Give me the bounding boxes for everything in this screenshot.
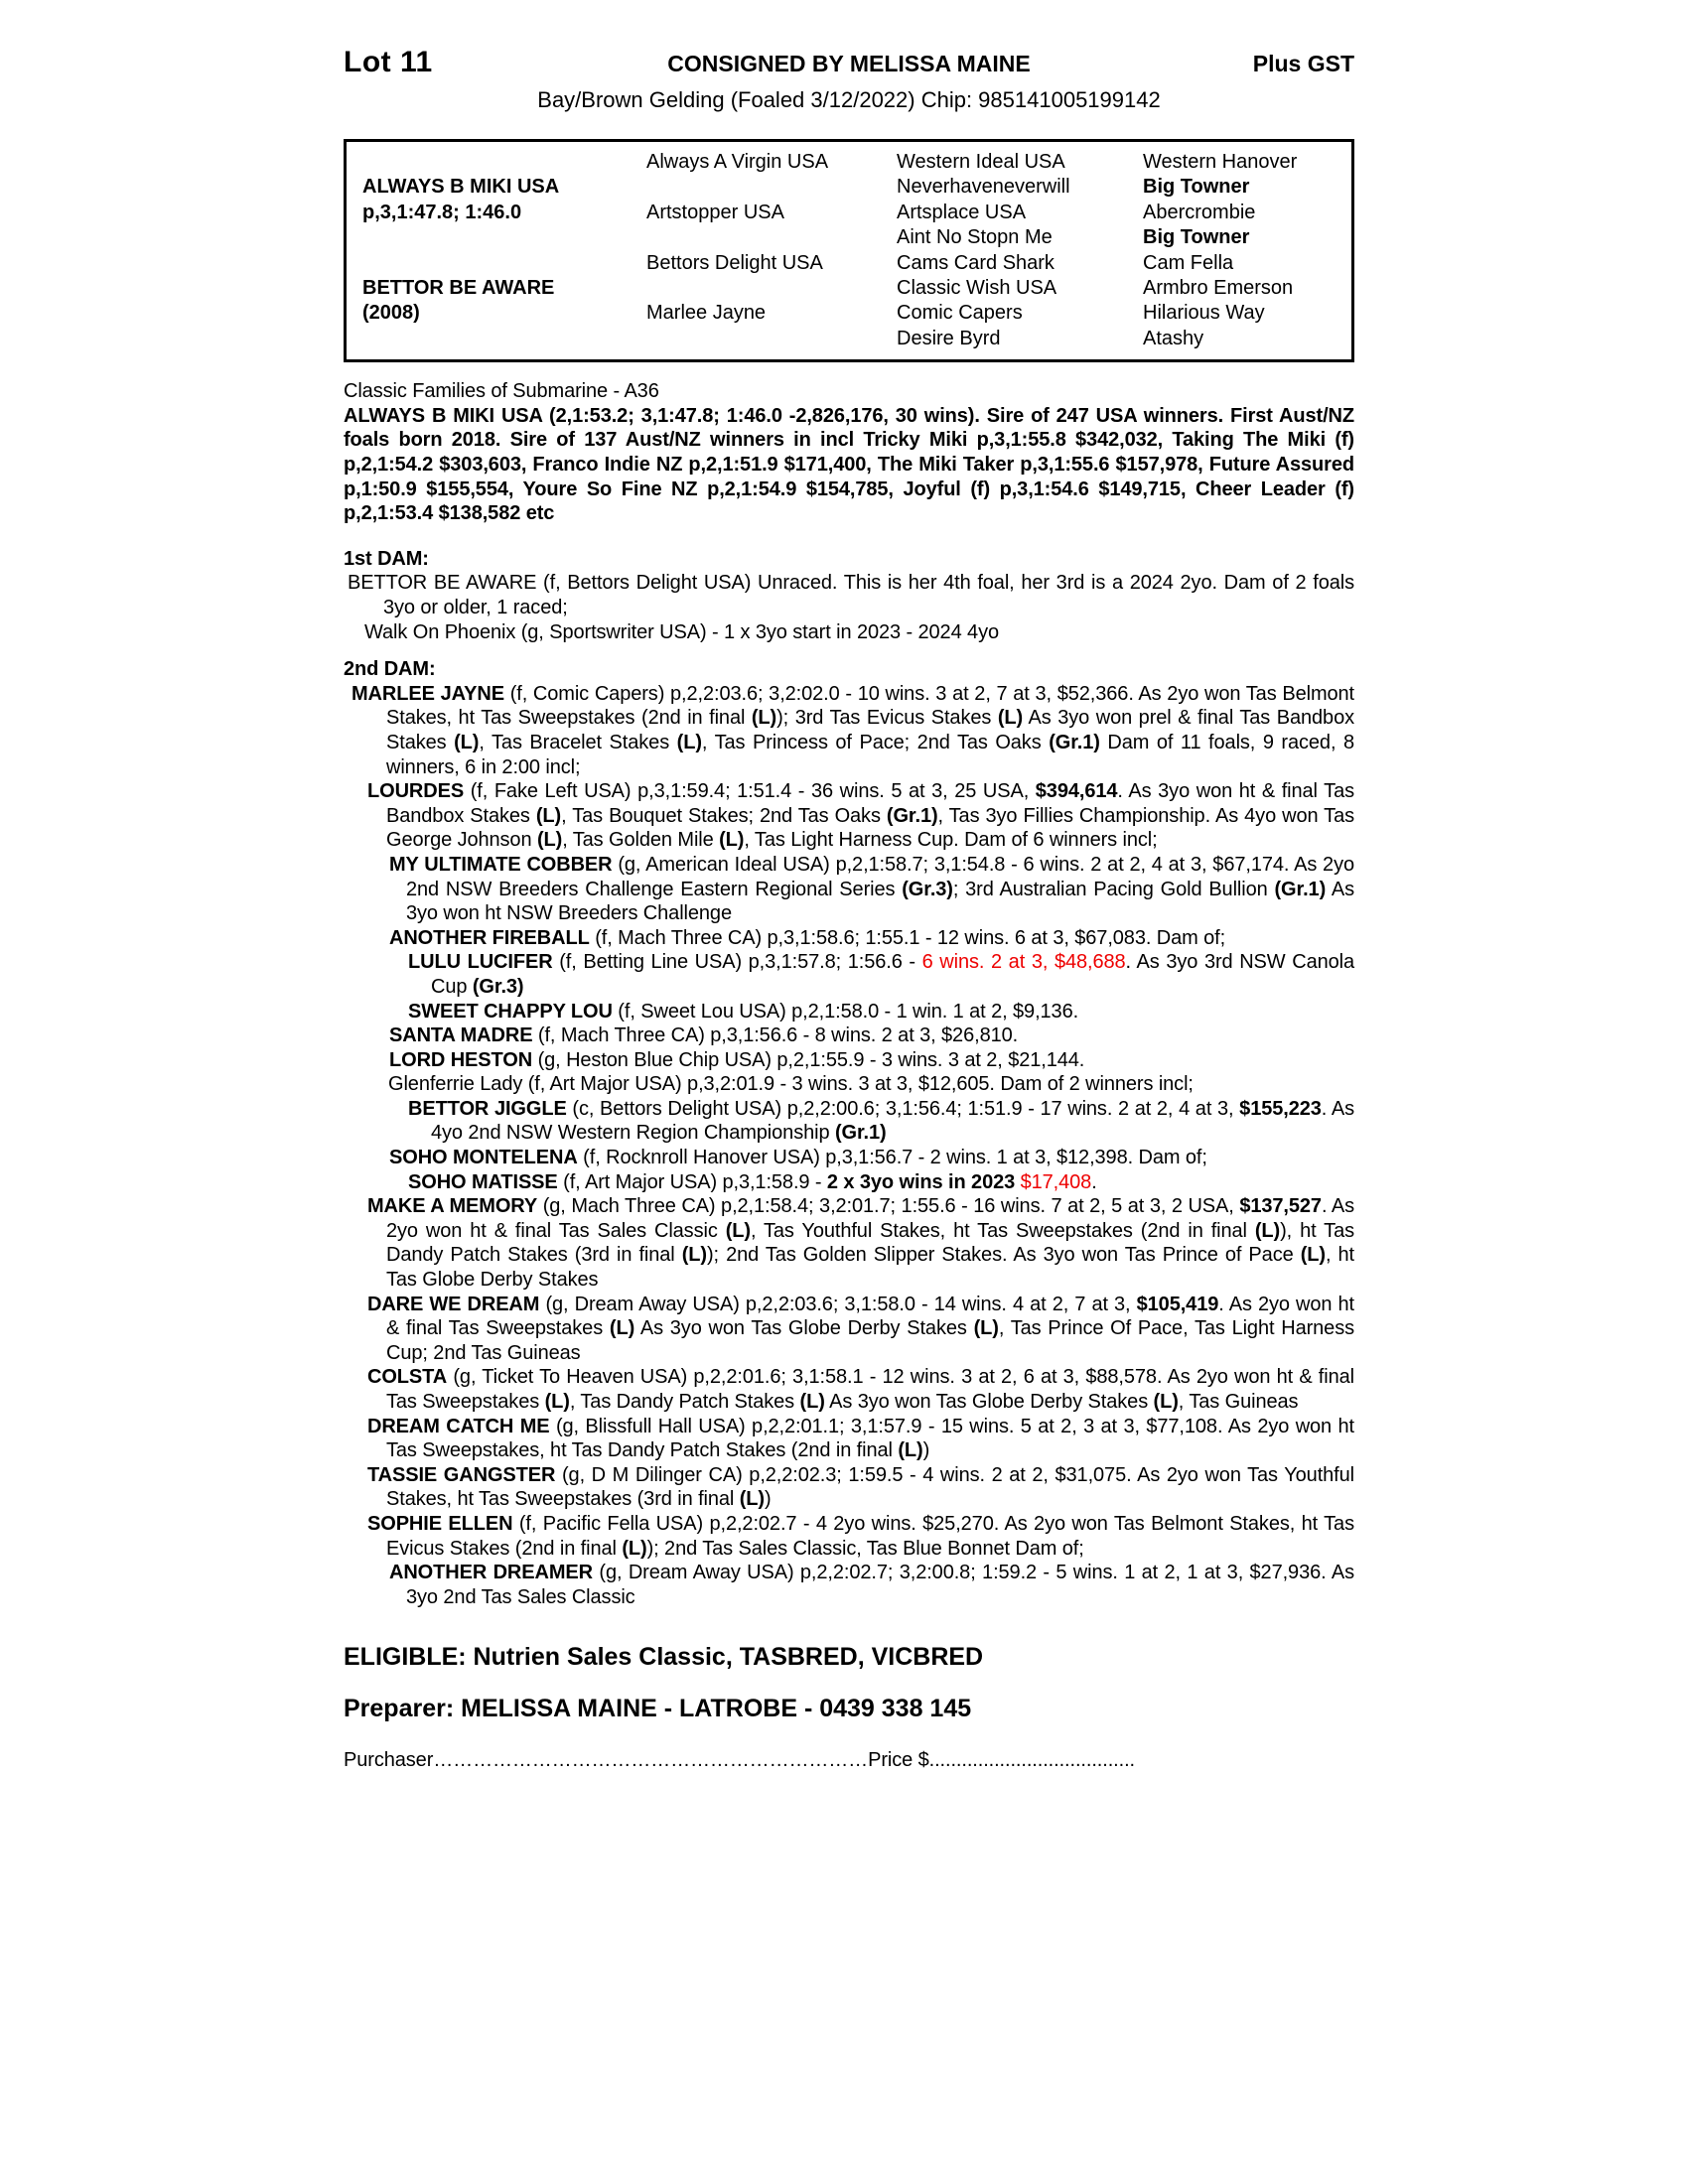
bold-text: (L) xyxy=(454,731,480,753)
pedigree-cell: BETTOR BE AWARE xyxy=(362,277,555,300)
gst-note: Plus GST xyxy=(1252,51,1354,76)
text-run: , Tas Prince Of Pace, Tas Light Harness Cup; 2nd Tas Guineas xyxy=(386,1317,1354,1364)
bold-text: $137,527 xyxy=(1239,1195,1322,1218)
text-run: (g, D M Dilinger CA) p,2,2:02.3; 1:59.5 - 4 wins. 2 at 2, $31,075. As 2yo won Tas Youthful Stakes, ht Tas Sweepstakes (3rd in final xyxy=(386,1463,1354,1511)
text-run: . As 2yo won ht & final Tas Sweepstakes xyxy=(386,1293,1354,1340)
eligibility-line: ELIGIBLE: Nutrien Sales Classic, TASBRED, VICBRED xyxy=(344,1643,984,1672)
pedigree-cell: Big Towner xyxy=(1143,176,1250,199)
pedigree-cell: Marlee Jayne xyxy=(646,302,767,325)
horse-entry xyxy=(344,1170,1354,1195)
pedigree-cell: Armbro Emerson xyxy=(1143,277,1294,300)
pedigree-cell xyxy=(646,225,897,250)
pedigree-row xyxy=(362,175,1351,200)
text-run: (f, Pacific Fella USA) p,2,2:02.7 - 4 2yo wins. $25,270. As 2yo won Tas Belmont Stakes, ht Tas Evicus Stakes (2nd in final xyxy=(386,1512,1354,1560)
text-run: As 3yo won prel & final Tas Bandbox Stakes xyxy=(386,707,1355,753)
text-run: BETTOR BE AWARE (f, Bettors Delight USA) Unraced. This is her 4th foal, her 3rd is a 2024 2yo. Dam of 2 foals 3yo or older, 1 raced; xyxy=(348,572,1354,618)
text-run: As 3yo won Tas Globe Derby Stakes xyxy=(824,1391,1154,1413)
purchaser-label: Purchaser xyxy=(344,1749,434,1772)
pedigree-cell: Neverhaveneverwill xyxy=(897,176,1070,199)
horse-entry xyxy=(344,1194,1354,1292)
text-run: ) xyxy=(922,1439,930,1462)
text-run: Glenferrie Lady (f, Art Major USA) p,3,2:01.9 - 3 wins. 3 at 3, $12,605. Dam of 2 winners incl; xyxy=(388,1073,1194,1096)
horse-entry xyxy=(344,1561,1354,1609)
bold-text: (L) xyxy=(622,1537,647,1560)
text-run: , Tas Youthful Stakes, ht Tas Sweepstakes (2nd in final xyxy=(750,1219,1255,1242)
bold-text: TASSIE GANGSTER xyxy=(367,1463,556,1486)
bold-text: SOHO MONTELENA xyxy=(389,1147,578,1169)
pedigree-cell xyxy=(362,251,646,276)
bold-text: 2 x 3yo wins in 2023 xyxy=(826,1170,1016,1193)
pedigree-cell: Comic Capers xyxy=(897,302,1023,325)
bold-text: SWEET CHAPPY LOU xyxy=(408,1000,613,1023)
second-dam-heading: 2nd DAM: xyxy=(344,658,436,681)
text-run: (f, Comic Capers) p,2,2:03.6; 3,2:02.0 - 10 wins. 3 at 2, 7 at 3, $52,366. As 2yo won Tas Belmont Stakes, ht Tas Sweepstakes (2nd in final xyxy=(386,682,1355,730)
text-run: . xyxy=(1091,1170,1097,1193)
bold-text: (L) xyxy=(681,1244,707,1267)
pedigree-cell xyxy=(362,225,646,250)
sire-summary xyxy=(344,404,1354,526)
text-run: , Tas 3yo Fillies Championship. As 4yo won Tas George Johnson xyxy=(386,804,1354,852)
pedigree-row xyxy=(362,201,1351,225)
bold-text: (L) xyxy=(997,707,1024,730)
bold-text: SOPHIE ELLEN xyxy=(367,1512,513,1535)
pedigree-cell: Abercrombie xyxy=(1143,201,1256,223)
bold-text: (L) xyxy=(676,731,702,753)
horse-entry xyxy=(344,779,1354,853)
pedigree-cell: Atashy xyxy=(1143,327,1204,349)
pedigree-row xyxy=(362,150,1351,175)
horse-entry xyxy=(344,1072,1354,1097)
bold-text: (Gr.1) xyxy=(886,804,938,827)
horse-entry xyxy=(344,1512,1354,1561)
bold-text: (L) xyxy=(898,1439,923,1462)
bold-text: (L) xyxy=(544,1391,570,1413)
horse-entry xyxy=(344,1463,1354,1512)
text-run: Walk On Phoenix (g, Sportswriter USA) - 1 x 3yo start in 2023 - 2024 4yo xyxy=(364,620,1000,643)
text-run: As 3yo won Tas Globe Derby Stakes xyxy=(634,1317,974,1340)
pedigree-cell: Aint No Stopn Me xyxy=(897,226,1053,249)
text-run: (g, Blissfull Hall USA) p,2,2:01.1; 3,1:57.9 - 15 wins. 5 at 2, 3 at 3, $77,108. As 2yo won ht Tas Sweepstakes, ht Tas Dandy Patch Stakes (2nd in final xyxy=(386,1415,1354,1462)
preparer-line: Preparer: MELISSA MAINE - LATROBE - 0439 338 145 xyxy=(344,1695,972,1723)
bold-text: BETTOR JIGGLE xyxy=(408,1097,567,1120)
horse-description: Bay/Brown Gelding (Foaled 3/12/2022) Chip: 985141005199142 xyxy=(537,87,1161,112)
pedigree-row xyxy=(362,276,1351,301)
price-dotted-leader: ...................................... xyxy=(928,1749,1135,1772)
pedigree-cell: Desire Byrd xyxy=(897,327,1001,349)
bold-text: (L) xyxy=(799,1391,825,1413)
pedigree-cell: Artsplace USA xyxy=(897,201,1027,223)
page-content xyxy=(344,46,1354,1772)
pedigree-cell xyxy=(646,175,897,200)
second-dam-entries xyxy=(344,682,1354,1610)
horse-entry xyxy=(344,571,1354,619)
first-dam-entries xyxy=(344,571,1354,644)
bold-text: (Gr.3) xyxy=(902,878,953,900)
text-run: (f, Sweet Lou USA) p,2,1:58.0 - 1 win. 1 at 2, $9,136. xyxy=(612,1000,1079,1023)
bold-text: ANOTHER DREAMER xyxy=(389,1562,593,1584)
bold-text: (Gr.3) xyxy=(472,975,524,998)
text-run: (g, Mach Three CA) p,2,1:58.4; 3,2:01.7; 1:55.6 - 16 wins. 7 at 2, 5 at 3, 2 USA, xyxy=(537,1195,1240,1218)
bold-text: DREAM CATCH ME xyxy=(367,1415,550,1437)
horse-entry xyxy=(344,1097,1354,1146)
pedigree-row xyxy=(362,301,1351,326)
bold-text: (L) xyxy=(973,1317,999,1340)
pedigree-cell xyxy=(646,276,897,301)
pedigree-cell: Artstopper USA xyxy=(646,201,784,223)
text-run: As 3yo won ht NSW Breeders Challenge xyxy=(406,878,1355,925)
text-run: (g, Ticket To Heaven USA) p,2,2:01.6; 3,1:58.1 - 12 wins. 3 at 2, 6 at 3, $88,578. As 2yo won ht & final Tas Sweepstakes xyxy=(386,1366,1354,1413)
bold-text: LOURDES xyxy=(367,780,465,803)
bold-text: LORD HESTON xyxy=(389,1048,533,1071)
text-run: ) xyxy=(764,1488,772,1511)
pedigree-row xyxy=(362,225,1351,250)
bold-text: LULU LUCIFER xyxy=(408,951,553,974)
bold-text: MAKE A MEMORY xyxy=(367,1195,538,1218)
text-run: , Tas Bouquet Stakes; 2nd Tas Oaks xyxy=(561,804,887,827)
text-run: . As 2yo won ht & final Tas Sales Classic xyxy=(386,1195,1354,1242)
pedigree-cell: (2008) xyxy=(362,302,420,325)
horse-entry xyxy=(344,682,1354,779)
text-run: . As 3yo 3rd NSW Canola Cup xyxy=(431,951,1355,998)
text-run: , Tas Bracelet Stakes xyxy=(479,731,677,753)
horse-entry xyxy=(344,1024,1354,1048)
bold-text: DARE WE DREAM xyxy=(367,1293,540,1315)
pedigree-cell: ALWAYS B MIKI USA xyxy=(362,176,560,199)
text-run: (f, Art Major USA) p,3,1:58.9 - xyxy=(557,1170,827,1193)
bold-text: MY ULTIMATE COBBER xyxy=(389,853,613,876)
text-run: , Tas Golden Mile xyxy=(562,829,720,852)
bold-text: (L) xyxy=(751,707,777,730)
bold-text: (L) xyxy=(719,829,745,852)
horse-entry xyxy=(344,1415,1354,1463)
pedigree-cell: Always A Virgin USA xyxy=(646,151,829,173)
bold-text: $105,419 xyxy=(1136,1293,1219,1315)
text-run: ); 2nd Tas Golden Slipper Stakes. As 3yo won Tas Prince of Pace xyxy=(707,1244,1301,1267)
bold-text: MARLEE JAYNE xyxy=(352,682,504,705)
text-run: , ht Tas Globe Derby Stakes xyxy=(386,1244,1354,1292)
purchaser-line xyxy=(344,1749,1354,1772)
text-run: (g, Dream Away USA) p,2,2:03.6; 3,1:58.0 - 14 wins. 4 at 2, 7 at 3, xyxy=(539,1293,1137,1315)
pedigree-cell: Cam Fella xyxy=(1143,251,1234,274)
bold-text: (L) xyxy=(1254,1219,1281,1242)
consigned-title xyxy=(542,51,1156,77)
bold-text: (Gr.1) xyxy=(834,1122,887,1145)
text-run: ); 2nd Tas Sales Classic, Tas Blue Bonnet Dam of; xyxy=(646,1537,1084,1560)
bold-text: (L) xyxy=(609,1317,635,1340)
text-run: (f, Mach Three CA) p,3,1:58.6; 1:55.1 - 12 wins. 6 at 3, $67,083. Dam of; xyxy=(589,926,1226,949)
bold-text: (L) xyxy=(725,1219,751,1242)
text-run: . As 3yo won ht & final Tas Bandbox Stakes xyxy=(386,780,1354,827)
horse-entry xyxy=(344,950,1354,999)
text-run: ; 3rd Australian Pacing Gold Bullion xyxy=(952,878,1275,900)
text-run: (g, Heston Blue Chip USA) p,2,1:55.9 - 3 wins. 3 at 2, $21,144. xyxy=(532,1048,1085,1071)
text-run: Dam of 11 foals, 9 raced, 8 winners, 6 in 2:00 incl; xyxy=(386,731,1354,778)
bold-text: SANTA MADRE xyxy=(389,1024,533,1047)
text-run: , Tas Princess of Pace; 2nd Tas Oaks xyxy=(701,731,1050,753)
text-run: (c, Bettors Delight USA) p,2,2:00.6; 3,1:56.4; 1:51.9 - 17 wins. 2 at 2, 4 at 3, xyxy=(566,1097,1240,1120)
text-run: , Tas Dandy Patch Stakes xyxy=(569,1391,800,1413)
purchaser-dotted-leader: ………………………………………………………… xyxy=(433,1749,869,1772)
text-run: (g, Dream Away USA) p,2,2:02.7; 3,2:00.8; 1:59.2 - 5 wins. 1 at 2, 1 at 3, $27,936. As 3yo 2nd Tas Sales Classic xyxy=(406,1562,1355,1608)
horse-entry xyxy=(344,1293,1354,1366)
text-run: (f, Betting Line USA) p,3,1:57.8; 1:56.6 - xyxy=(552,951,922,974)
text-run: ); 3rd Tas Evicus Stakes xyxy=(776,707,998,730)
horse-entry xyxy=(344,1146,1354,1170)
horse-entry xyxy=(344,1365,1354,1414)
highlighted-text: 6 wins. 2 at 3, $48,688 xyxy=(921,951,1126,974)
text-run: , Tas Light Harness Cup. Dam of 6 winners incl; xyxy=(744,829,1158,852)
text-run: , Tas Guineas xyxy=(1178,1391,1299,1413)
bold-text: $394,614 xyxy=(1035,780,1118,803)
pedigree-cell: Cams Card Shark xyxy=(897,251,1055,274)
pedigree-row xyxy=(362,251,1351,276)
pedigree-cell: Bettors Delight USA xyxy=(646,251,823,274)
horse-entry xyxy=(344,926,1354,951)
pedigree-cell xyxy=(362,327,646,351)
text-run: (g, American Ideal USA) p,2,1:58.7; 3,1:54.8 - 6 wins. 2 at 2, 4 at 3, $67,174. As 2yo 2nd NSW Breeders Challenge Eastern Regional Series xyxy=(406,853,1355,900)
text-run: (f, Mach Three CA) p,3,1:56.6 - 8 wins. 2 at 3, $26,810. xyxy=(532,1024,1019,1047)
pedigree-cell: p,3,1:47.8; 1:46.0 xyxy=(362,201,522,223)
horse-entry xyxy=(344,1000,1354,1024)
bold-text: (L) xyxy=(1153,1391,1179,1413)
bold-text: (L) xyxy=(535,804,562,827)
pedigree-cell xyxy=(646,327,897,351)
text-run: (f, Rocknroll Hanover USA) p,3,1:56.7 - 2 wins. 1 at 3, $12,398. Dam of; xyxy=(577,1147,1207,1169)
bold-text: COLSTA xyxy=(367,1366,448,1389)
pedigree-cell: Hilarious Way xyxy=(1143,302,1265,325)
bold-text: SOHO MATISSE xyxy=(408,1170,558,1193)
first-dam-heading: 1st DAM: xyxy=(344,547,429,570)
bold-text: (Gr.1) xyxy=(1274,878,1327,900)
pedigree-cell: Western Hanover xyxy=(1143,151,1298,173)
pedigree-cell: Big Towner xyxy=(1143,226,1250,249)
text-run: ), ht Tas Dandy Patch Stakes (3rd in final xyxy=(386,1219,1354,1267)
lot-number: Lot 11 xyxy=(344,46,433,78)
pedigree-table xyxy=(344,139,1354,362)
price-label: Price $ xyxy=(868,1749,929,1772)
text-run: . As 4yo 2nd NSW Western Region Championship xyxy=(431,1097,1354,1145)
bold-text: (Gr.1) xyxy=(1049,731,1100,753)
pedigree-cell: Western Ideal USA xyxy=(897,151,1065,173)
pedigree-cell xyxy=(362,150,646,175)
horse-entry xyxy=(344,620,1354,645)
page-header xyxy=(344,46,1354,79)
text-run: (f, Fake Left USA) p,3,1:59.4; 1:51.4 - 36 wins. 5 at 3, 25 USA, xyxy=(464,780,1036,803)
bold-text: (L) xyxy=(1300,1244,1326,1267)
bold-text: ANOTHER FIREBALL xyxy=(389,926,590,949)
bold-text: $155,223 xyxy=(1239,1097,1322,1120)
family-note: Classic Families of Submarine - A36 xyxy=(344,380,659,403)
bold-text: (L) xyxy=(536,829,563,852)
highlighted-text: $17,408 xyxy=(1020,1170,1092,1193)
horse-entry xyxy=(344,1048,1354,1073)
pedigree-row xyxy=(362,327,1351,351)
horse-entry xyxy=(344,853,1354,926)
bold-text: (L) xyxy=(739,1488,765,1511)
text-run: ALWAYS B MIKI USA (2,1:53.2; 3,1:47.8; 1:46.0 -2,826,176, 30 wins). Sire of 247 USA winners. First Aust/NZ foals born 2018. Sire of 137 Aust/NZ winners in incl Tricky Miki p,3,1:55.8 $342,032, Taking The Miki (f) p,2,1:54.2 $303,603, Franco Indie NZ p,2,1:51.9 $171,400, The Miki Taker p,3,1:55.6 $157,978, Future Assured p,1:50.9 $155,554, Youre So Fine NZ p,2,1:54.9 $154,785, Joyful (f) p,3,1:54.6 $149,715, Cheer Leader (f) p,2,1:53.4 $138,582 etc xyxy=(344,404,1354,525)
pedigree-cell: Classic Wish USA xyxy=(897,277,1057,300)
consigned-text: CONSIGNED BY MELISSA MAINE xyxy=(667,51,1031,76)
